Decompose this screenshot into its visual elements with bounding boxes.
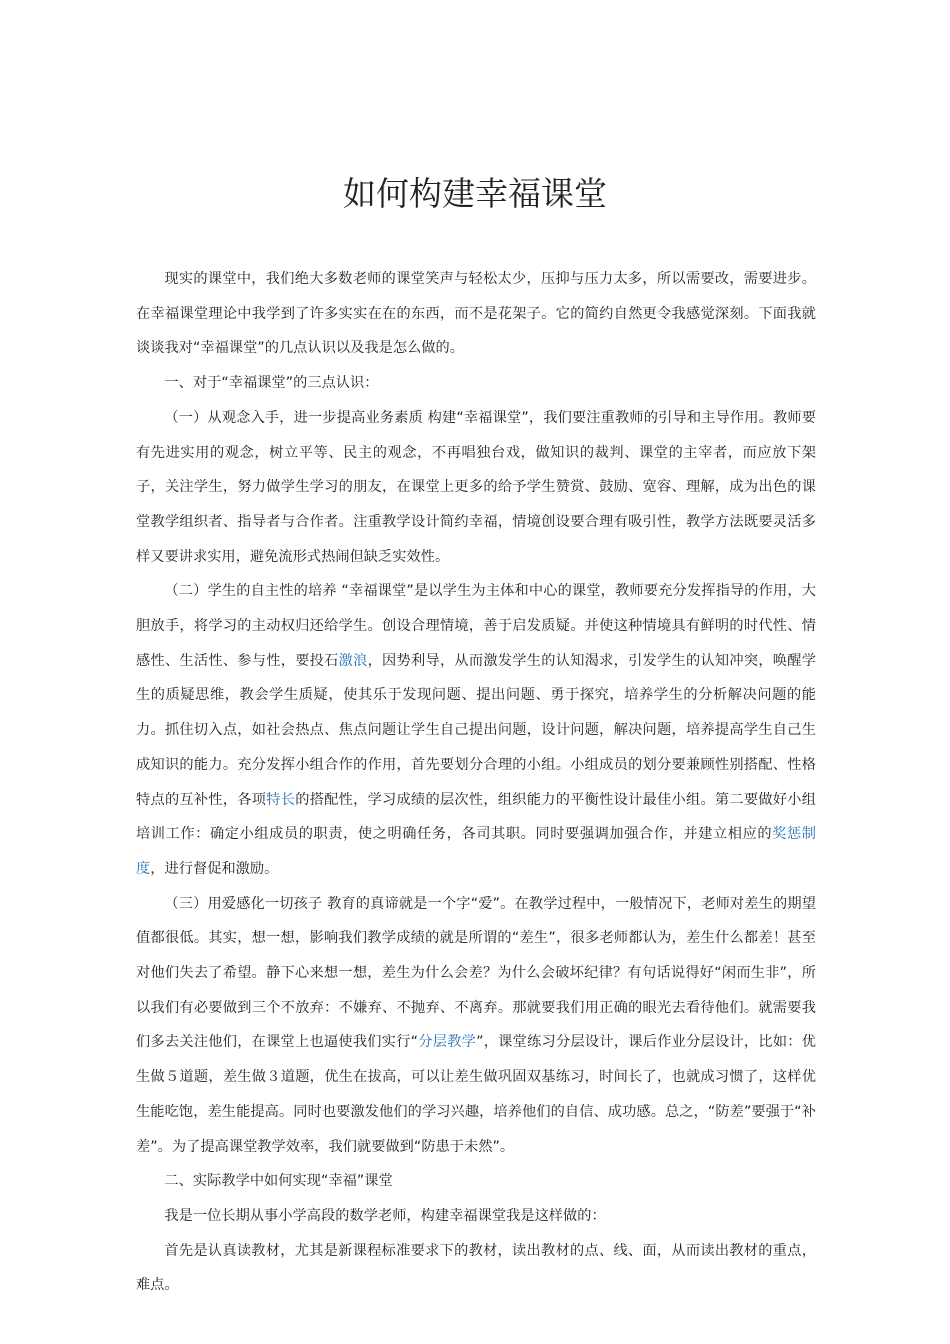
paragraph-text: ，进行督促和激励。	[150, 860, 279, 877]
paragraph-practice-1	[136, 1234, 816, 1303]
paragraph-point-2	[136, 574, 816, 886]
link-fenceng-jiaoxue[interactable]: 分层教学	[418, 1034, 477, 1051]
paragraph-practice-intro	[136, 1199, 816, 1234]
page-title: 如何构建幸福课堂	[343, 174, 607, 213]
paragraph-text: 二、实际教学中如何实现“幸福”课堂	[164, 1173, 393, 1190]
paragraph-text: （二）学生的自主性的培养 “幸福课堂”是以学生为主体和中心的课堂，教师要充分发挥指导的作用，大胆放手，将学习的主动权归还给学生。创设合理情境，善于启发质疑。并使这种情境具有鲜明的时代性、情感性、生活性、参与性，要投石	[136, 583, 816, 669]
paragraph-text: ，因势利导，从而激发学生的认知渴求，引发学生的认知冲突，唤醒学生的质疑思维，教会学生质疑，使其乐于发现问题、提出问题、勇于探究，培养学生的分析解决问题的能力。抓住切入点，如社会热点、焦点问题让学生自己提出问题，设计问题，解决问题，培养提高学生自己生成知识的能力。充分发挥小组合作的作用，首先要划分合理的小组。小组成员的划分要兼顾性别搭配、性格特点的互补性，各项	[136, 652, 816, 808]
paragraph-text: 我是一位长期从事小学高段的数学老师，构建幸福课堂我是这样做的：	[164, 1207, 606, 1224]
paragraph-text: （一）从观念入手，进一步提高业务素质 构建“幸福课堂”，我们要注重教师的引导和主导作用。教师要有先进实用的观念，树立平等、民主的观念，不再唱独台戏，做知识的裁判、课堂的主宰者，而应放下架子，关注学生，努力做学生学习的朋友，在课堂上更多的给予学生赞赏、鼓励、宽容、理解，成为出色的课堂教学组织者、指导者与合作者。注重教学设计简约幸福，情境创设要合理有吸引性，教学方法既要灵活多样又要讲求实用，避免流形式热闹但缺乏实效性。	[136, 409, 816, 565]
paragraph-intro	[136, 262, 816, 366]
paragraph-text: 现实的课堂中，我们绝大多数老师的课堂笑声与轻松太少，压抑与压力太多，所以需要改，需要进步。在幸福课堂理论中我学到了许多实实在在的东西，而不是花架子。它的简约自然更令我感觉深刻。下面我就谈谈我对“幸福课堂”的几点认识以及我是怎么做的。	[136, 271, 816, 357]
paragraph-point-3	[136, 887, 816, 1165]
paragraph-text: ”，课堂练习分层设计，课后作业分层设计，比如：优生做５道题，差生做３道题，优生在拔高，可以让差生做巩固双基练习，时间长了，也就成习惯了，这样优生能吃饱，差生能提高。同时也要激发他们的学习兴趣，培养他们的自信、成功感。总之，“防差”要强于“补差”。为了提高课堂教学效率，我们就要做到“防患于未然”。	[136, 1034, 816, 1155]
paragraph-text: 的搭配性，学习成绩的层次性，组织能力的平衡性设计最佳小组。第二要做好小组培训工作：确定小组成员的职责，使之明确任务，各司其职。同时要强调加强合作，并建立相应的	[136, 791, 816, 843]
paragraph-text: （三）用爱感化一切孩子 教育的真谛就是一个字“爱”。在教学过程中，一般情况下，老师对差生的期望值都很低。其实，想一想，影响我们教学成绩的就是所谓的“差生”，很多老师都认为，差生什么都差！甚至对他们失去了希望。静下心来想一想，差生为什么会差？为什么会破坏纪律？有句话说得好“闲而生非”，所以我们有必要做到三个不放弃：不嫌弃、不抛弃、不离弃。那就要我们用正确的眼光去看待他们。就需要我们多去关注他们，在课堂上也逼使我们实行“	[136, 895, 816, 1051]
link-techang[interactable]: 特长	[266, 791, 296, 808]
section-heading-2	[136, 1164, 816, 1199]
link-jiangcheng-zhidu[interactable]: 奖惩制度	[136, 826, 816, 877]
link-jilang[interactable]: 激浪	[338, 652, 368, 669]
document-body	[136, 262, 816, 1303]
paragraph-text: 一、对于“幸福课堂”的三点认识：	[164, 375, 379, 392]
paragraph-text: 首先是认真读教材，尤其是新课程标准要求下的教材，读出教材的点、线、面，从而读出教材的重点，难点。	[136, 1242, 816, 1294]
section-heading-1	[136, 366, 816, 401]
paragraph-point-1	[136, 401, 816, 575]
